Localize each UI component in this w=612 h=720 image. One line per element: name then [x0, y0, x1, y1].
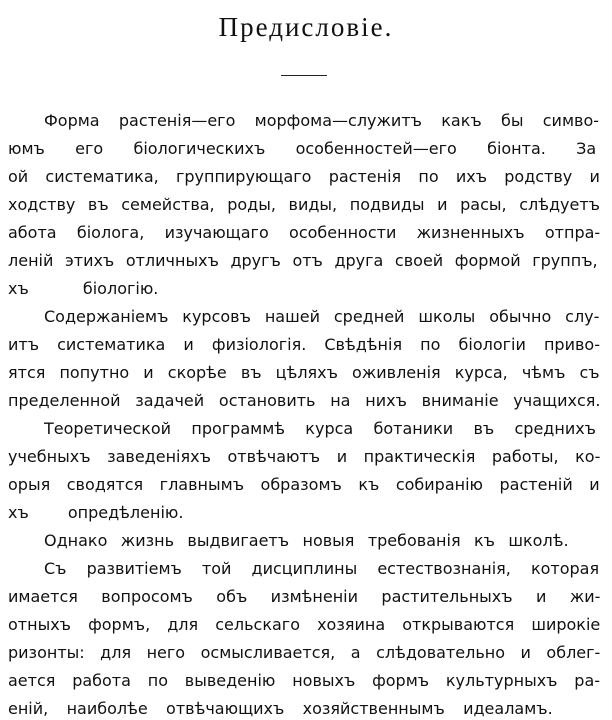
- text-line: ходству въ семейства, роды, виды, подвиды и расы, слѣдуетъ: [8, 195, 600, 214]
- page-title: Предисловіе.: [218, 12, 394, 42]
- text-line: еній, наиболѣе отвѣчающихъ хозяйственнымъ идеаламъ.: [8, 699, 553, 718]
- text-line: ризонты: для него осмысливается, а слѣдовательно и облег-: [8, 643, 601, 662]
- text-line: хъ опредѣленію.: [8, 503, 184, 522]
- text-line: орыя сводятся главнымъ образомъ къ собиранію растеній и: [8, 475, 600, 494]
- text-line: отныхъ формъ, для сельскаго хозяина открываются широкіе: [8, 615, 601, 634]
- text-line: ается работа по выведенію новыхъ формъ культурныхъ ра-: [8, 671, 601, 690]
- text-line: учебныхъ заведеніяхъ отвѣчаютъ и практическія работы, ко-: [8, 447, 601, 466]
- text-line: Теоретической программѣ курса ботаники въ среднихъ: [44, 419, 596, 438]
- text-line: Содержаніемъ курсовъ нашей средней школы обычно слу-: [44, 307, 600, 326]
- text-line: итъ систематика и физіологія. Свѣдѣнія по біологіи приво-: [8, 335, 600, 354]
- text-line: ой систематика, группирующаго растенія по ихъ родству и: [8, 167, 600, 186]
- text-line: леній этихъ отличныхъ другъ отъ друга своей формой группъ,: [8, 251, 598, 270]
- title-divider: [281, 75, 327, 76]
- text-line: ятся попутно и скорѣе въ цѣляхъ оживленія курса, чѣмъ съ: [8, 363, 600, 382]
- text-line: юмъ его біологическихъ особенностей—его біонта. За: [8, 139, 597, 158]
- text-line: хъ біологію.: [8, 279, 159, 298]
- text-line: имается вопросомъ объ измѣненіи растительныхъ и жи-: [8, 587, 601, 606]
- text-line: Однако жизнь выдвигаетъ новыя требованія къ школѣ.: [44, 531, 569, 550]
- text-line: абота біолога, изучающаго особенности жизненныхъ отпра-: [8, 223, 601, 242]
- text-line: Съ развитіемъ той дисциплины естествознанія, которая: [44, 559, 600, 578]
- text-line: Форма растенія—его морфома—служитъ какъ бы симво-: [44, 111, 599, 130]
- text-line: пределенной задачей остановить на нихъ вниманіе учащихся.: [8, 391, 601, 410]
